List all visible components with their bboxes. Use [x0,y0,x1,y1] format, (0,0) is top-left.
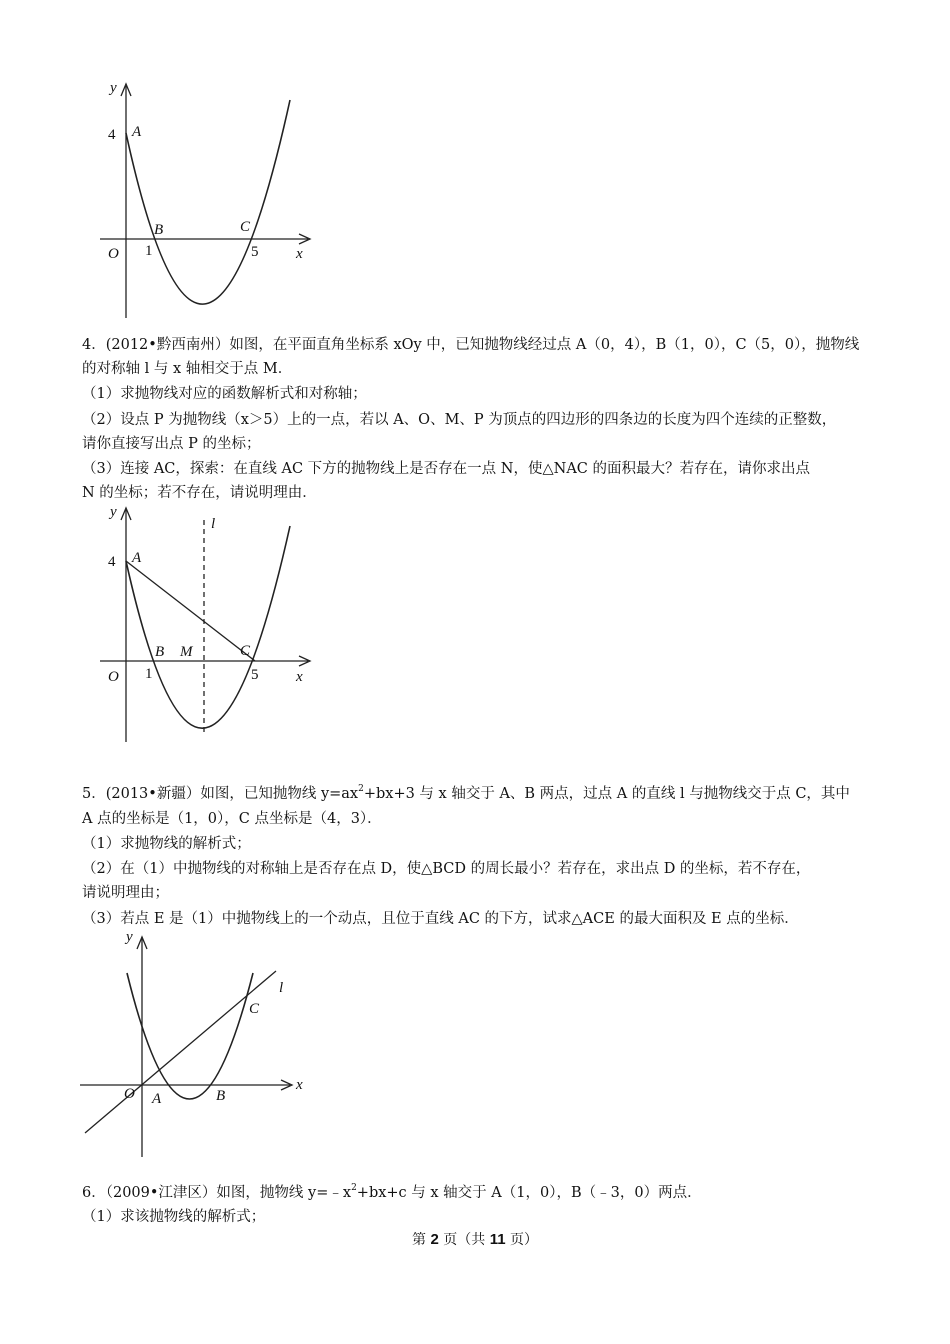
tick-label-5: 5 [251,244,259,260]
origin-label: O [124,1086,135,1102]
figure-parabola-1 [100,78,320,323]
q5-part-1: （1）求抛物线的解析式； [82,836,251,852]
q4-part-1: （1）求抛物线对应的函数解析式和对称轴； [82,386,367,402]
q5-part-3: （3）若点 E 是（1）中抛物线上的一个动点，且位于直线 AC 的下方，试求△ACE 的最大面积及 E 点的坐标． [82,911,799,927]
point-label-b: B [216,1088,226,1104]
point-label-c: C [240,219,251,235]
q6-line-1-post: +bx+c 与 x 轴交于 A（1，0），B（﹣3，0）两点． [356,1185,702,1201]
origin-label: O [108,246,119,262]
q5-line-1-post: +bx+3 与 x 轴交于 A、B 两点，过点 A 的直线 l 与抛物线交于点 C，其中 [363,786,850,802]
point-label-m: M [180,644,193,660]
footer-mid: 页（共 [438,1232,490,1248]
page-footer [0,1229,950,1249]
parabola-curve [127,973,253,1099]
q6-exponent: 2 [351,1183,357,1193]
parabola-curve [126,100,290,304]
tick-label-1: 1 [145,666,153,682]
point-label-a: A [132,124,142,140]
origin-label: O [108,669,119,685]
q4-part-3b: N 的坐标；若不存在，请说明理由． [82,485,317,501]
y-axis-label: y [110,504,117,520]
q6-line-1 [82,1183,882,1203]
q5-exponent: 2 [358,784,364,794]
q6-part-1: （1）求该抛物线的解析式； [82,1209,266,1225]
point-label-c: C [249,1001,260,1017]
x-axis-label: x [296,246,303,262]
q5-line-1-pre: 5．(2013•新疆）如图，已知抛物线 y=ax [82,786,359,802]
q5-part-2b: 请说明理由； [82,885,169,901]
figure-parabola-2 [100,502,320,747]
figure-parabola-3 [80,925,310,1160]
y-axis-label: y [110,80,117,96]
q5-line-2: A 点的坐标是（1，0），C 点坐标是（4，3）． [82,811,382,827]
x-axis-label: x [296,1077,303,1093]
point-label-c: C [240,643,251,659]
parabola-curve [126,526,290,728]
tick-label-1: 1 [145,243,153,259]
x-axis-label: x [296,669,303,685]
page-total: 11 [489,1231,506,1248]
point-label-a: A [132,550,142,566]
tick-label-5: 5 [251,667,259,683]
q5-part-2a: （2）在（1）中抛物线的对称轴上是否存在点 D，使△BCD 的周长最小？若存在，求出点 D 的坐标，若不存在， [82,861,811,877]
point-label-b: B [154,222,164,238]
y-axis-label: y [126,929,133,945]
tick-label-4: 4 [108,127,116,143]
axis-l-label: l [279,980,284,996]
q4-part-3a: （3）连接 AC，探索：在直线 AC 下方的抛物线上是否存在一点 N，使△NAC 的面积最大？若存在，请你求出点 [82,461,810,477]
axis-l-label: l [211,516,216,532]
q6-line-1-pre: 6．（2009•江津区）如图，抛物线 y=﹣x [82,1185,352,1201]
footer-pre: 第 [411,1232,431,1248]
footer-post: 页） [505,1232,538,1248]
page-number: 2 [430,1231,439,1248]
q4-line-1: 4．(2012•黔西南州）如图，在平面直角坐标系 xOy 中，已知抛物线经过点 A（0，4），B（1，0），C（5，0），抛物线 [82,337,860,353]
q4-part-2a: （2）设点 P 为抛物线（x＞5）上的一点，若以 A、O、M、P 为顶点的四边形的四条边的长度为四个连续的正整数， [82,412,837,428]
tick-label-4: 4 [108,554,116,570]
point-label-b: B [155,644,165,660]
q4-part-2b: 请你直接写出点 P 的坐标； [82,436,261,452]
point-label-a: A [152,1091,162,1107]
q5-line-1 [82,784,882,804]
q4-line-2: 的对称轴 l 与 x 轴相交于点 M． [82,361,293,377]
